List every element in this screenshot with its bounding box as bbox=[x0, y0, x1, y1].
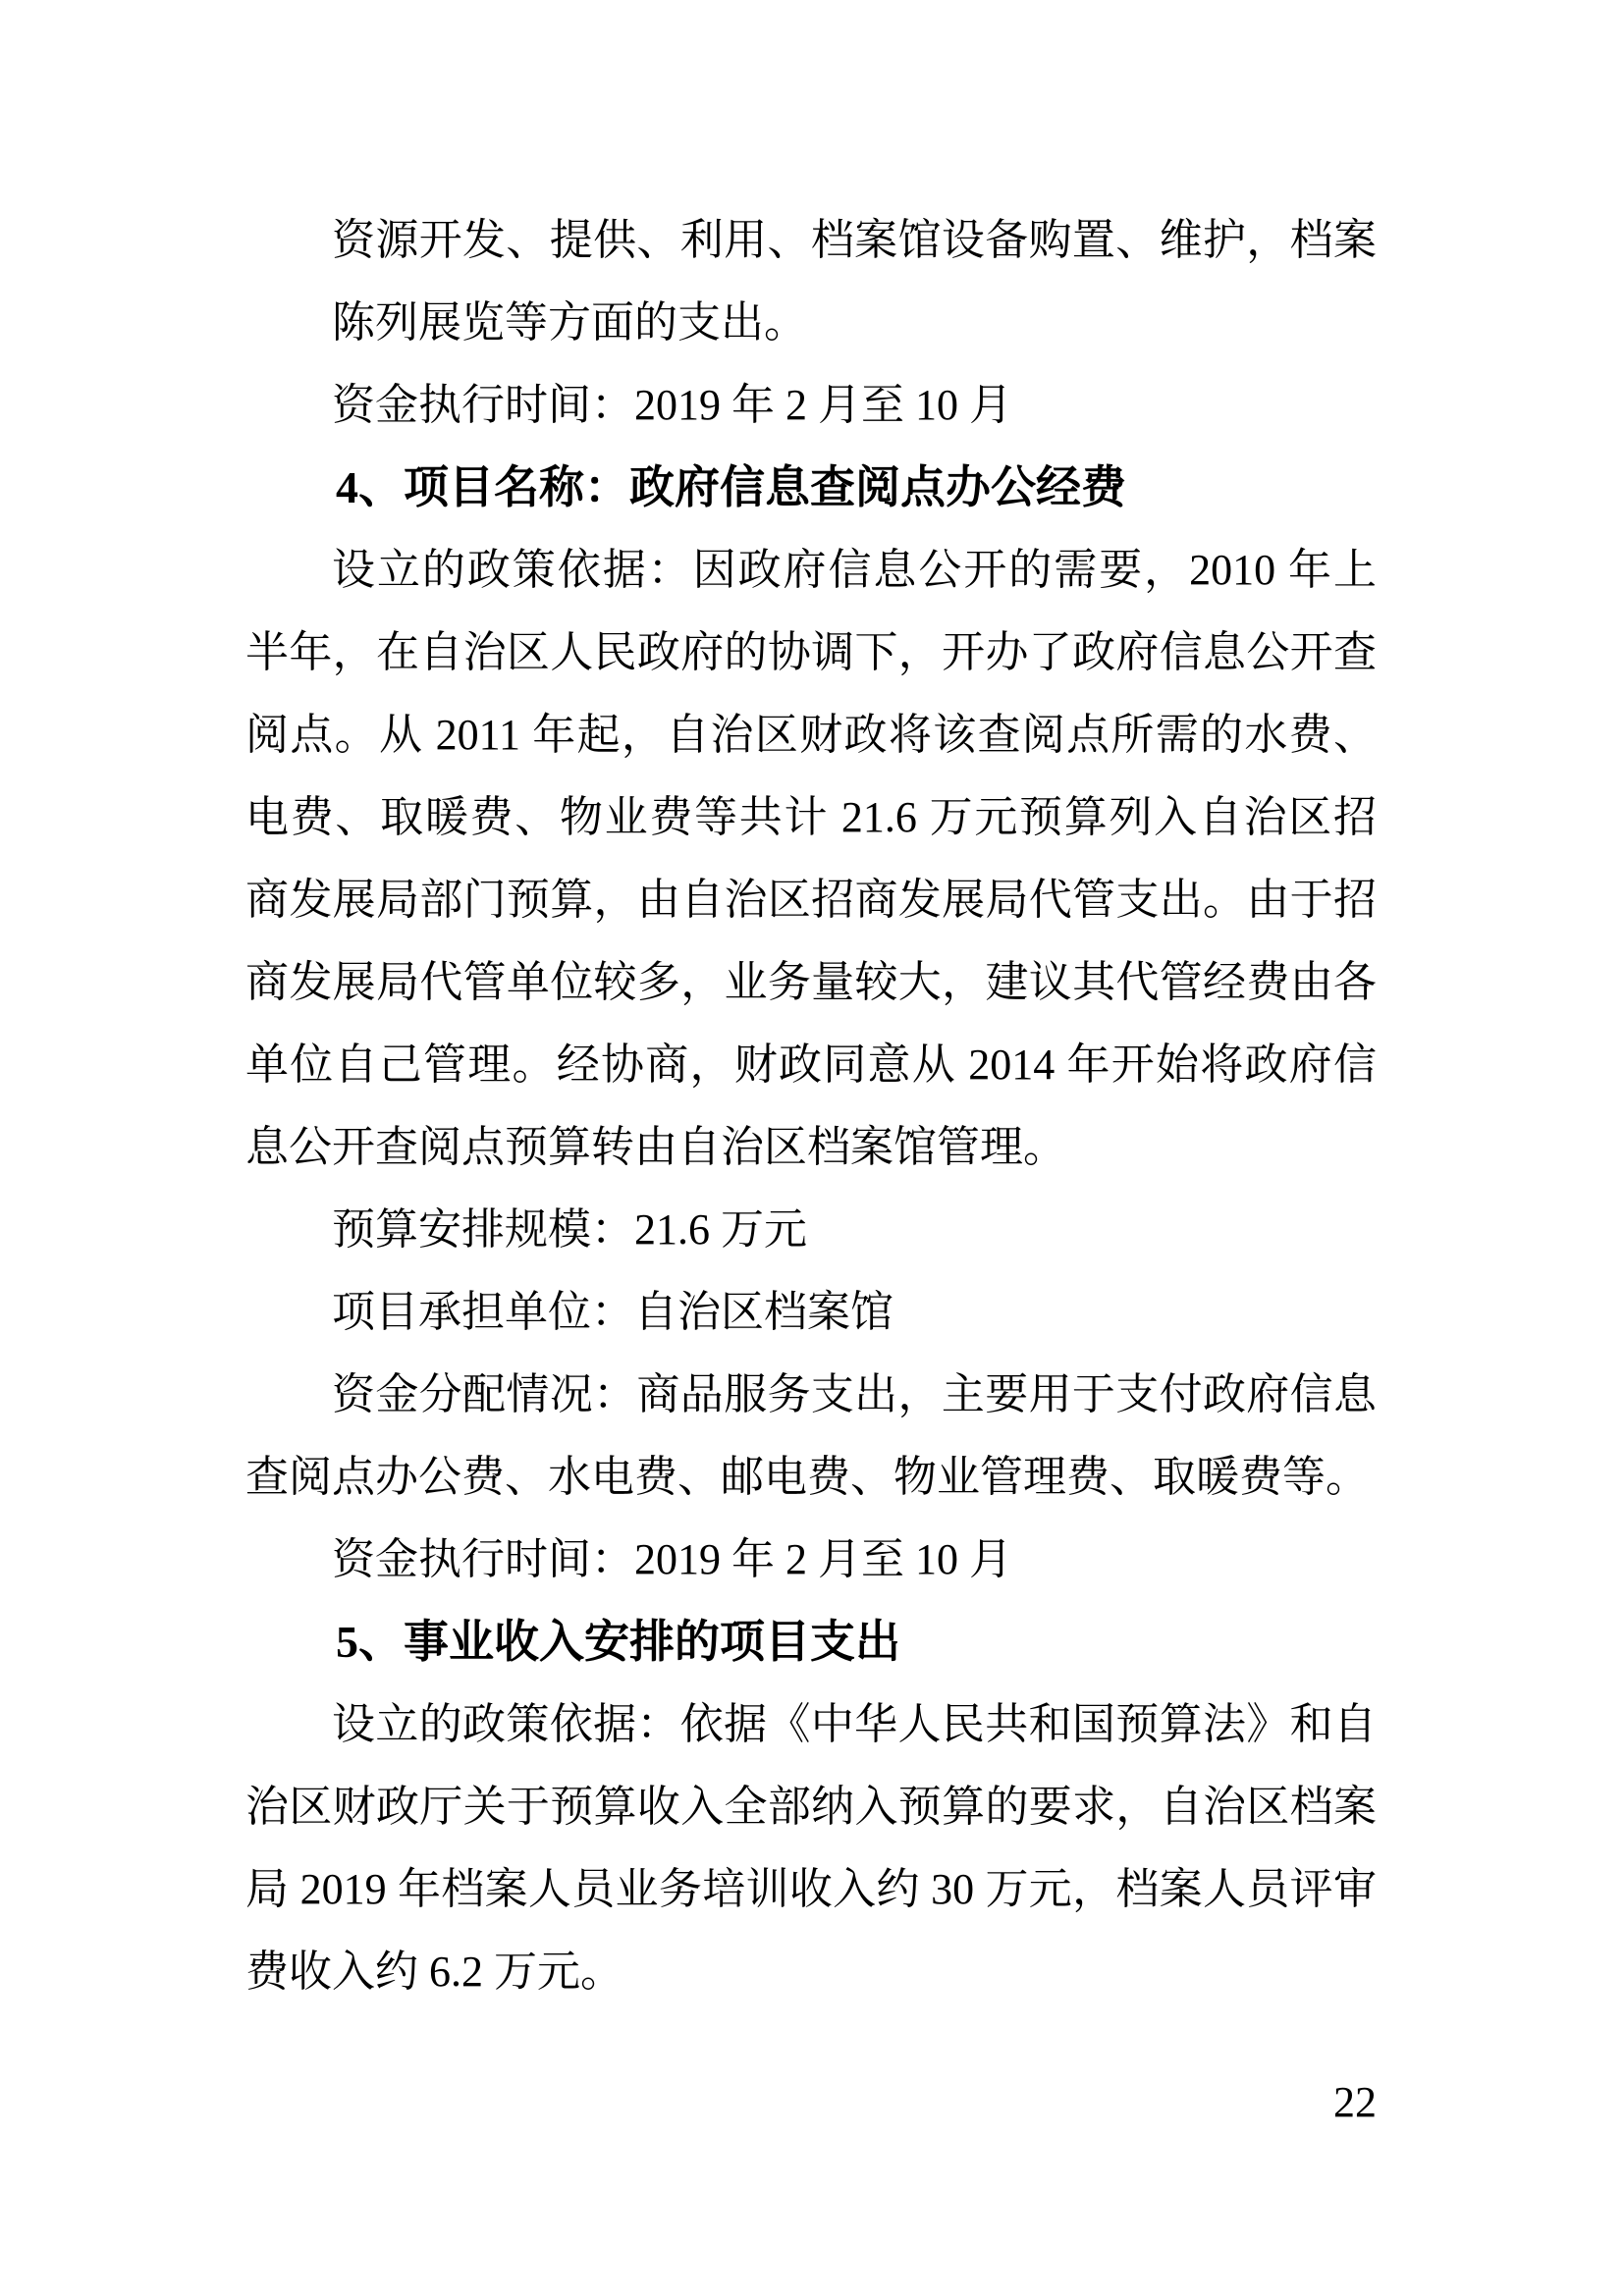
paragraph-expense-scope-continuation: 资源开发、提供、利用、档案馆设备购置、维护，档案陈列展览等方面的支出。 bbox=[332, 216, 1377, 347]
paragraph-undertaking-unit: 项目承担单位：自治区档案馆 bbox=[332, 1288, 893, 1336]
paragraph-policy-basis-item-5: 设立的政策依据：依据《中华人民共和国预算法》和自治区财政厅关于预算收入全部纳入预算的要求，自治区档案局 2019 年档案人员业务培训收入约 30 万元，档案人员评审费收入约 6.2 万元。 bbox=[245, 1700, 1377, 1996]
document-body bbox=[245, 199, 1377, 2013]
paragraph-fund-allocation: 资金分配情况：商品服务支出，主要用于支付政府信息查阅点办公费、水电费、邮电费、物业管理费、取暖费等。 bbox=[245, 1370, 1377, 1501]
paragraph-policy-basis-item-4: 设立的政策依据：因政府信息公开的需要，2010 年上半年，在自治区人民政府的协调下，开办了政府信息公开查阅点。从 2011 年起，自治区财政将该查阅点所需的水费、电费、取暖费、物业费等共计 21.6 万元预算列入自治区招商发展局部门预算，由自治区招商发展局代管支出。由于招商发展局代管单位较多，业务量较大，建议其代管经费由各单位自己管理。经协商，财政同意从 2014 年开始将政府信息公开查阅点预算转由自治区档案馆管理。 bbox=[245, 546, 1377, 1171]
heading-item-4-project-name: 4、项目名称：政府信息查阅点办公经费 bbox=[336, 462, 1126, 512]
paragraph-budget-scale: 预算安排规模：21.6 万元 bbox=[332, 1205, 807, 1254]
heading-item-5-project-expenditure: 5、事业收入安排的项目支出 bbox=[336, 1617, 900, 1667]
paragraph-fund-execution-time-2: 资金执行时间：2019 年 2 月至 10 月 bbox=[332, 1535, 1012, 1583]
paragraph-fund-execution-time-1: 资金执行时间：2019 年 2 月至 10 月 bbox=[332, 381, 1012, 429]
page-number: 22 bbox=[1333, 2078, 1377, 2126]
